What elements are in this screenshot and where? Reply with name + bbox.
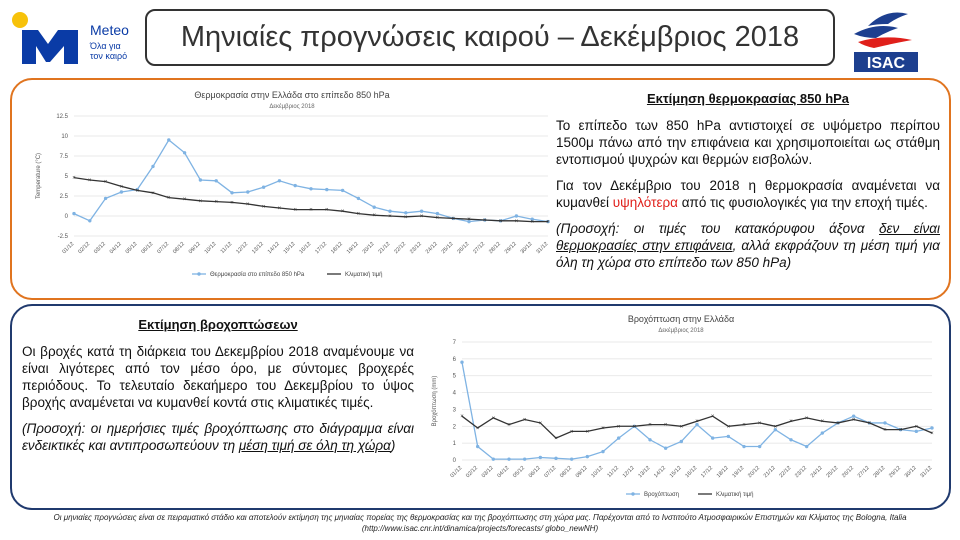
data-point: × [151, 190, 155, 197]
data-point [120, 190, 123, 193]
data-point [230, 191, 233, 194]
rain-chart [416, 310, 946, 506]
data-point [539, 456, 542, 459]
data-point [601, 450, 604, 453]
rain-paragraph-1: Οι βροχές κατά τη διάρκεια του Δεκεμβρίου 2018 αναμένουμε να είναι λιγότερες από τον μέσο όρο, με σύντομες βροχερές περιόδους. Το τελευταίο δεκαήμερο του Δεκεμβρίου το ύψος βροχής αναμένεται να κυμανθεί κοντά στις κλιματικές τιμές. [22, 344, 414, 410]
temperature-text [556, 90, 940, 280]
data-point: × [695, 419, 699, 426]
meteo-logo-mark [8, 10, 88, 65]
y-axis-label: Βροχόπτωση (mm) [432, 375, 438, 427]
y-tick-label: 7 [452, 340, 456, 346]
temperature-paragraph-2: Για τον Δεκέμβριο του 2018 η θερμοκρασία αναμένεται να κυμανθεί υψηλότερα από τις φυσιολογικές για την εποχή τιμές. [556, 178, 940, 210]
y-tick-label: 10 [61, 134, 68, 140]
data-point: × [710, 414, 715, 421]
x-tick-label: 06/12 [140, 241, 155, 256]
data-point [758, 445, 761, 448]
temperature-panel [10, 78, 951, 300]
data-point: × [460, 414, 464, 421]
rain-panel [10, 304, 951, 510]
data-point [325, 188, 328, 191]
temperature-chart-svg [32, 86, 552, 296]
x-tick-label: 19/12 [345, 241, 360, 256]
x-tick-label: 26/12 [841, 465, 856, 480]
x-tick-label: 05/12 [512, 465, 527, 480]
x-tick-label: 15/12 [668, 465, 683, 480]
x-tick-label: 10/12 [590, 465, 605, 480]
data-point: × [554, 436, 558, 443]
x-tick-label: 14/12 [653, 465, 668, 480]
data-point [388, 210, 391, 213]
x-tick-label: 29/12 [503, 241, 518, 256]
data-point: × [930, 431, 934, 438]
data-point: × [419, 214, 424, 220]
y-tick-label: 6 [452, 356, 456, 363]
data-point: × [867, 420, 872, 427]
legend-label: Κλιματική τιμή [345, 272, 383, 278]
data-point: × [648, 422, 652, 429]
data-point: × [388, 214, 392, 220]
x-tick-label: 22/12 [393, 241, 408, 256]
data-point: × [804, 415, 809, 422]
data-point [883, 421, 886, 424]
data-point [515, 214, 518, 217]
isac-logo [846, 4, 926, 74]
x-tick-label: 25/12 [440, 241, 455, 256]
x-tick-label: 04/12 [496, 465, 511, 480]
data-point: × [451, 216, 455, 223]
rain-chart-svg [416, 310, 946, 506]
y-tick-label: 5 [452, 373, 456, 380]
x-tick-label: 11/12 [606, 465, 621, 479]
series-line-1 [72, 175, 548, 222]
data-point [523, 457, 526, 460]
x-tick-label: 18/12 [715, 465, 730, 480]
data-point [309, 187, 312, 190]
data-point [88, 219, 91, 222]
data-point: × [214, 199, 218, 206]
x-tick-label: 08/12 [172, 241, 187, 256]
temperature-paragraph-1: Το επίπεδο των 850 hPa αντιστοιχεί σε υψόμετρο περίπου 1500μ πάνω από την επιφάνεια και χρησιμοποιείται ως στάθμη εντοπισμού ψυχρών και θερμών εισβολών. [556, 118, 940, 167]
data-point [586, 455, 589, 458]
x-tick-label: 28/12 [872, 465, 887, 480]
legend-marker [197, 272, 200, 275]
temperature-note: (Προσοχή: οι τιμές του κατακόρυφου άξονα δεν είναι θερμοκρασίες στην επιφάνεια, αλλά εκφράζουν τη μέση τιμή για όλη τη χώρα στο επίπεδο των 850 hPa) [556, 221, 940, 270]
x-tick-label: 30/12 [903, 465, 918, 480]
x-tick-label: 24/12 [424, 241, 439, 256]
legend-label: Θερμοκρασία στο επίπεδο 850 hPa [210, 272, 305, 278]
data-point: × [789, 419, 793, 426]
data-point: × [309, 207, 313, 214]
data-point [930, 426, 933, 429]
data-point [821, 431, 824, 434]
x-tick-label: 15/12 [282, 241, 297, 256]
x-tick-label: 10/12 [203, 241, 218, 256]
x-tick-label: 21/12 [377, 241, 392, 256]
x-tick-label: 02/12 [77, 241, 92, 256]
x-tick-label: 13/12 [637, 465, 652, 480]
data-point: × [372, 213, 376, 220]
data-point [711, 436, 714, 439]
isac-logo-mark [846, 4, 926, 74]
x-tick-label: 28/12 [488, 241, 503, 256]
x-tick-label: 02/12 [465, 465, 480, 480]
data-point [664, 447, 667, 450]
data-point [294, 184, 297, 187]
data-point [460, 361, 463, 364]
y-tick-label: 2.5 [59, 194, 68, 200]
data-point: × [435, 215, 440, 222]
data-point: × [261, 204, 266, 211]
data-point: × [820, 419, 825, 426]
data-point: × [277, 206, 282, 212]
x-tick-label: 18/12 [330, 241, 345, 256]
data-point [617, 436, 620, 439]
x-tick-label: 07/12 [156, 241, 171, 256]
x-tick-label: 03/12 [480, 465, 495, 480]
x-tick-label: 19/12 [731, 465, 746, 480]
x-tick-label: 21/12 [762, 465, 777, 480]
x-tick-label: 07/12 [543, 465, 558, 480]
higher-highlight: υψηλότερα [612, 195, 678, 210]
x-tick-label: 14/12 [266, 241, 281, 256]
data-point: × [198, 198, 203, 205]
legend-marker [631, 492, 634, 495]
legend-label: Κλιματική τιμή [716, 492, 754, 498]
meteo-logo-word: Meteo [90, 22, 129, 38]
isac-logo-text: ISAC [866, 55, 906, 72]
data-point: × [546, 219, 550, 226]
x-tick-label: 20/12 [361, 241, 376, 256]
footer-disclaimer: Οι μηνιαίες προγνώσεις είναι σε πειραματικό στάδιο και αποτελούν εκτίμηση της μηνιαίας πορείας της θερμοκρασίας και της βροχόπτωσης στη χώρα μας. Παρέχονται από το Ινστιτούτο Ατμοσφαιρικών Επιστημών και Κλίματος της Bologna, Italia (http://www.isac.cnr.int/dinamica/projects/forecasts/ globo_newNH) [53, 513, 907, 533]
meteo-logo-tagline: Όλα για τον καιρό [90, 41, 128, 61]
x-tick-label: 31/12 [919, 465, 934, 480]
data-point: × [340, 209, 345, 216]
x-tick-label: 12/12 [235, 241, 250, 256]
temperature-chart-subtitle: Δεκέμβριος 2018 [269, 104, 315, 110]
x-tick-label: 20/12 [747, 465, 762, 480]
y-tick-label: -2.5 [57, 234, 68, 240]
data-point: × [467, 217, 471, 224]
data-point: × [757, 420, 762, 427]
data-point: × [498, 218, 503, 225]
x-tick-label: 27/12 [856, 465, 871, 480]
data-point [554, 457, 557, 460]
data-point [648, 438, 651, 441]
data-point: × [773, 424, 778, 431]
y-tick-label: 1 [452, 441, 456, 448]
data-point [357, 197, 360, 200]
data-point: × [72, 175, 76, 182]
x-tick-label: 04/12 [108, 241, 123, 256]
data-point [151, 165, 154, 168]
x-tick-label: 12/12 [621, 465, 636, 480]
x-tick-label: 08/12 [559, 465, 574, 480]
meteo-logo [8, 10, 138, 70]
y-tick-label: 5 [64, 174, 68, 180]
x-tick-label: 16/12 [684, 465, 699, 480]
data-point: × [569, 429, 574, 436]
rain-heading: Εκτίμηση βροχοπτώσεων [138, 317, 298, 332]
data-point: × [356, 211, 361, 218]
x-tick-label: 03/12 [93, 241, 108, 256]
data-point: × [585, 429, 590, 436]
x-tick-label: 23/12 [409, 241, 424, 256]
data-point [420, 210, 423, 213]
rain-chart-title: Βροχόπτωση στην Ελλάδα [627, 314, 735, 324]
y-axis-label: Temperature (°C) [36, 152, 42, 200]
data-point [183, 151, 186, 154]
x-tick-label: 29/12 [888, 465, 903, 480]
y-tick-label: 2 [452, 424, 456, 431]
x-tick-label: 17/12 [700, 465, 715, 480]
data-point [104, 197, 107, 200]
y-tick-label: 4 [452, 390, 456, 397]
x-tick-label: 11/12 [219, 241, 234, 255]
data-point: × [836, 420, 840, 427]
data-point: × [475, 425, 480, 432]
data-point [246, 190, 249, 193]
y-tick-label: 12.5 [56, 114, 68, 120]
data-point [341, 189, 344, 192]
data-point [805, 445, 808, 448]
data-point: × [135, 188, 139, 195]
data-point: × [507, 422, 511, 429]
data-point: × [616, 424, 621, 431]
data-point: × [514, 218, 519, 225]
x-tick-label: 06/12 [527, 465, 542, 480]
temperature-chart [32, 86, 552, 296]
y-tick-label: 0 [452, 458, 456, 464]
y-tick-label: 0 [64, 214, 68, 220]
data-point: × [632, 424, 637, 431]
data-point: × [883, 427, 887, 434]
x-tick-label: 17/12 [314, 241, 329, 256]
legend-label: Βροχόπτωση [644, 492, 679, 498]
data-point: × [914, 424, 919, 431]
data-point [72, 212, 75, 215]
data-point [199, 178, 202, 181]
data-point [492, 457, 495, 460]
x-tick-label: 05/12 [124, 241, 139, 256]
data-point [727, 435, 730, 438]
data-point [507, 457, 510, 460]
x-tick-label: 30/12 [519, 241, 534, 256]
temperature-heading: Εκτίμηση θερμοκρασίας 850 hPa [646, 91, 850, 106]
x-tick-label: 22/12 [778, 465, 793, 480]
data-point: × [851, 417, 856, 424]
x-tick-label: 13/12 [251, 241, 266, 256]
data-point: × [103, 179, 108, 186]
x-tick-label: 01/12 [449, 465, 464, 480]
data-point [742, 445, 745, 448]
x-tick-label: 23/12 [794, 465, 809, 480]
data-point: × [742, 422, 746, 429]
temperature-chart-title: Θερμοκρασία στην Ελλάδα στο επίπεδο 850 hPa [194, 90, 390, 100]
data-point: × [293, 207, 297, 214]
y-tick-label: 3 [452, 407, 456, 414]
x-tick-label: 09/12 [187, 241, 202, 256]
data-point: × [530, 219, 534, 226]
data-point: × [726, 424, 731, 431]
data-point: × [898, 427, 903, 434]
data-point: × [663, 422, 668, 429]
data-point: × [246, 202, 250, 208]
data-point: × [325, 207, 329, 214]
data-point [570, 457, 573, 460]
data-point: × [167, 195, 171, 202]
data-point: × [522, 417, 527, 424]
data-point: × [679, 424, 684, 431]
x-tick-label: 26/12 [456, 241, 471, 256]
data-point: × [182, 197, 187, 204]
data-point: × [491, 415, 496, 422]
data-point: × [483, 218, 487, 224]
data-point [215, 179, 218, 182]
data-point [167, 138, 170, 141]
x-tick-label: 31/12 [535, 241, 550, 256]
x-tick-label: 16/12 [298, 241, 313, 256]
page-title: Μηνιαίες προγνώσεις καιρού – Δεκέμβριος 2018 [145, 9, 835, 66]
x-tick-label: 09/12 [574, 465, 589, 480]
data-point [262, 186, 265, 189]
data-point: × [119, 184, 124, 191]
data-point [789, 438, 792, 441]
data-point: × [404, 214, 408, 221]
data-point [278, 179, 281, 182]
data-point: × [88, 178, 92, 184]
data-point [680, 440, 683, 443]
rain-note: (Προσοχή: οι ημερήσιες τιμές βροχόπτωσης στο διάγραμμα είναι ενδεικτικές και αντιπροσωπεύουν τη μέση τιμή σε όλη τη χώρα) [22, 421, 414, 453]
y-tick-label: 7.5 [59, 154, 68, 160]
series-line-0 [462, 362, 932, 459]
data-point [373, 206, 376, 209]
x-tick-label: 24/12 [809, 465, 824, 480]
x-tick-label: 25/12 [825, 465, 840, 480]
x-tick-label: 01/12 [61, 241, 76, 256]
rain-chart-subtitle: Δεκέμβριος 2018 [658, 328, 704, 334]
rain-text [22, 316, 414, 463]
data-point: × [230, 200, 234, 207]
data-point: × [538, 420, 543, 427]
x-tick-label: 27/12 [472, 241, 487, 256]
data-point: × [601, 425, 605, 432]
data-point [476, 445, 479, 448]
